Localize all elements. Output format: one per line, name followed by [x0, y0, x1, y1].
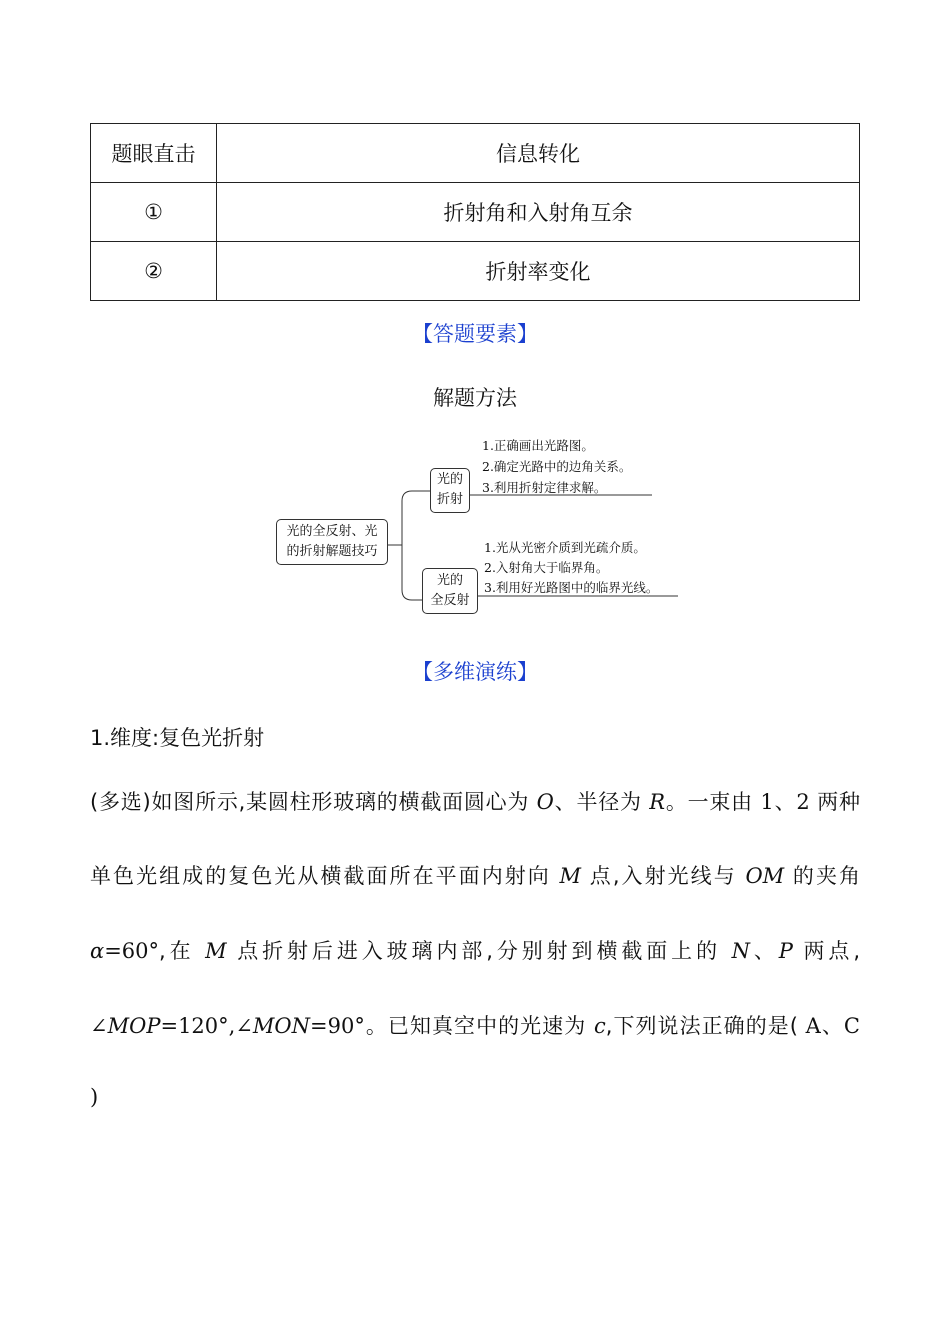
table-header-row: [91, 124, 860, 183]
table-cell: 折射角和入射角互余: [217, 183, 860, 242]
text-run: 的夹角: [784, 864, 860, 888]
mindmap-item: 1.正确画出光路图。: [482, 438, 594, 453]
math-var: α: [90, 939, 105, 963]
text-run: 单色光组成的复色光从横截面所在平面内射向: [90, 864, 560, 888]
math-symbol: ∠: [90, 1014, 108, 1038]
math-var: R: [649, 790, 666, 814]
section-title-practice: 【多维演练】: [412, 660, 538, 684]
mindmap-branch-line: 光的: [436, 472, 463, 487]
question-line: [90, 860, 860, 890]
math-var: O: [536, 790, 554, 814]
question-line: [90, 1010, 860, 1040]
mindmap-root-line: 光的全反射、光: [286, 524, 378, 539]
table-cell: ①: [91, 183, 217, 242]
math-var: P: [778, 939, 793, 963]
question-heading: 1.维度:复色光折射: [90, 726, 265, 750]
answer-text: A、C: [797, 1014, 860, 1038]
math-var: c: [593, 1014, 606, 1038]
question-line: [90, 935, 860, 965]
question-line-end: ): [90, 1085, 99, 1109]
text-run: ,在: [159, 939, 206, 963]
math-num: =60°: [104, 939, 160, 963]
mindmap-branch-refraction: [430, 468, 470, 513]
text-run: 、: [773, 790, 797, 814]
math-var: M: [559, 864, 582, 888]
mindmap-item: 3.利用好光路图中的临界光线。: [484, 580, 659, 595]
text-run: ,下列说法正确的是(: [605, 1014, 798, 1038]
mindmap-item: 2.确定光路中的边角关系。: [482, 459, 632, 474]
mindmap-root-line: 的折射解题技巧: [286, 544, 378, 559]
mindmap-root: [276, 519, 388, 565]
text-run: 点,入射光线与: [581, 864, 746, 888]
question-line: [90, 786, 860, 816]
text-run: 。一束由: [665, 790, 761, 814]
mindmap-branch-line: 全反射: [430, 593, 470, 608]
table-row: [91, 183, 860, 242]
math-var: OM: [745, 864, 785, 888]
table-header-cell: 信息转化: [217, 124, 860, 183]
math-num: =120°,∠: [160, 1014, 253, 1038]
info-table: [90, 123, 860, 301]
mindmap-item: 2.入射角大于临界角。: [484, 560, 609, 575]
text-run: 两点,: [792, 939, 861, 963]
table-cell: ②: [91, 242, 217, 301]
mindmap-item: 1.光从光密介质到光疏介质。: [484, 540, 646, 555]
text-run: 、: [749, 939, 779, 963]
mindmap-branch-line: 折射: [436, 492, 463, 507]
method-title: 解题方法: [433, 386, 517, 410]
section-title-answer-elements: 【答题要素】: [412, 322, 538, 346]
math-var: N: [731, 939, 750, 963]
table-row: [91, 242, 860, 301]
math-num: 1: [760, 790, 774, 814]
mindmap-branch-total-reflection: [422, 568, 478, 614]
mindmap-branch-line: 光的: [436, 573, 463, 588]
math-var: MON: [252, 1014, 311, 1038]
text-run: 。已知真空中的光速为: [364, 1014, 594, 1038]
text-run: 两种: [809, 790, 860, 814]
math-num: =90°: [310, 1014, 365, 1038]
text-run: (多选)如图所示,某圆柱形玻璃的横截面圆心为: [90, 790, 537, 814]
math-num: 2: [796, 790, 810, 814]
math-var: M: [205, 939, 227, 963]
table-header-cell: 题眼直击: [91, 124, 217, 183]
text-run: 、半径为: [553, 790, 650, 814]
text-run: 点折射后进入玻璃内部,分别射到横截面上的: [226, 939, 732, 963]
table-cell: 折射率变化: [217, 242, 860, 301]
mindmap-item: 3.利用折射定律求解。: [482, 480, 607, 495]
math-var: MOP: [107, 1014, 161, 1038]
